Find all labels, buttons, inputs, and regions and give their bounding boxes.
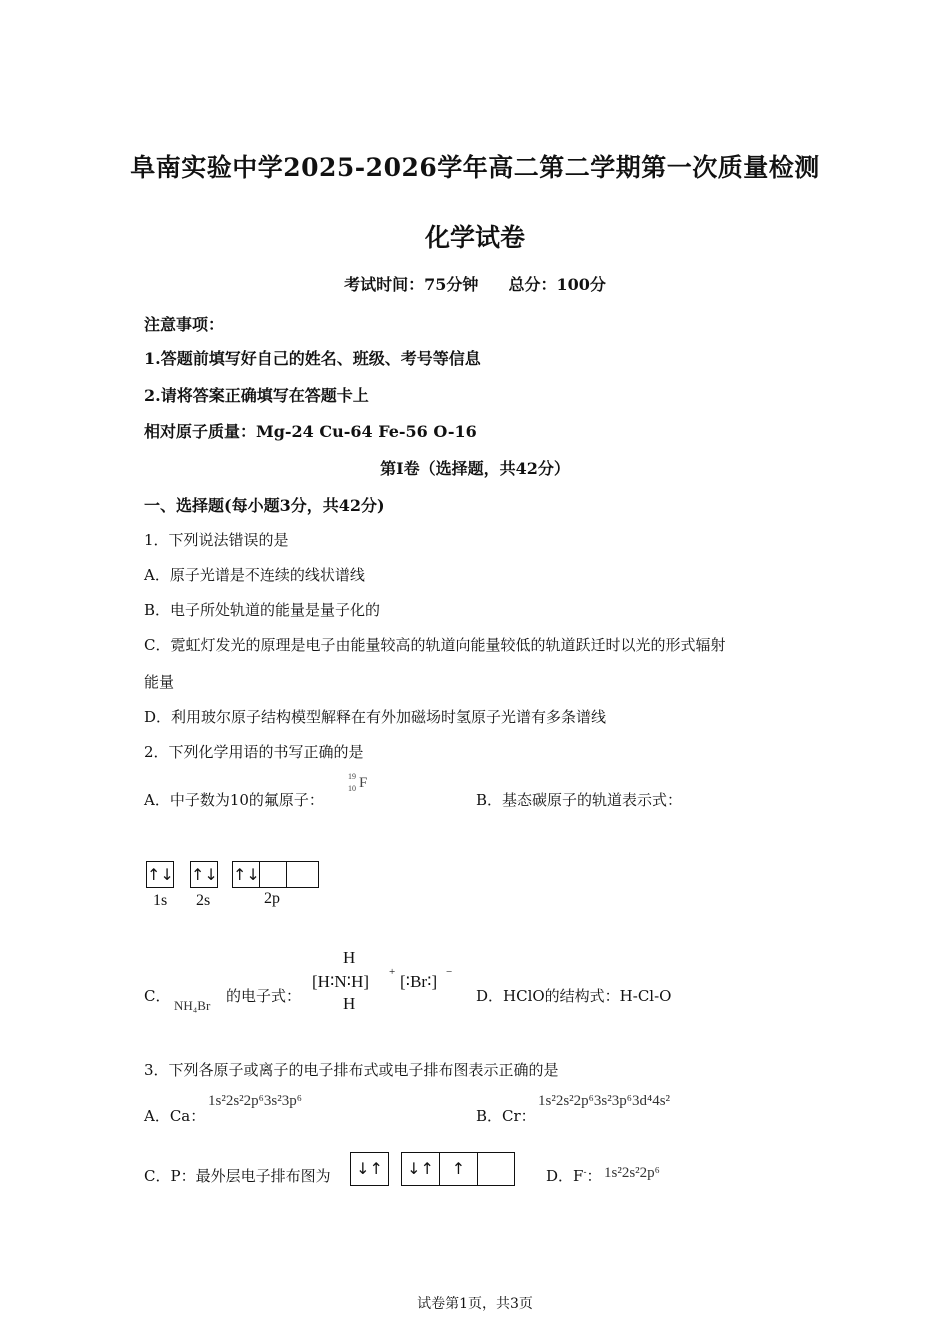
subject-title: 化学试卷 <box>424 223 525 252</box>
section-heading: 一、选择题(每小题3分，共42分) <box>144 496 385 515</box>
atomic-number: 10 <box>348 784 356 793</box>
carbon-orbital-diagram <box>146 861 326 916</box>
lewis-cation: [H∶N∶H] <box>312 972 370 991</box>
q3-option-b-label: B．Cr： <box>476 1107 536 1125</box>
q2-option-b: B．基态碳原子的轨道表示式： <box>476 791 683 809</box>
q1-option-b: B．电子所处轨道的能量是量子化的 <box>144 601 381 619</box>
exam-title: 阜南实验中学2025-2026学年高二第二学期第一次质量检测 <box>130 153 820 182</box>
lewis-anion-charge: − <box>446 966 453 978</box>
page-footer: 试卷第1页，共3页 <box>417 1296 533 1312</box>
orbital-box-2p-1: ↑↓ <box>232 861 260 888</box>
q1-option-c-cont: 能量 <box>144 673 175 691</box>
q3-stem: 3．下列各原子或离子的电子排布式或电子排布图表示正确的是 <box>144 1061 559 1079</box>
note-item-1: 1.答题前填写好自己的姓名、班级、考号等信息 <box>144 349 481 368</box>
mass-number: 19 <box>348 772 356 781</box>
q1-option-d: D．利用玻尔原子结构模型解释在有外加磁场时氢原子光谱有多条谱线 <box>144 708 607 726</box>
p-orbital-box-p3 <box>477 1152 515 1186</box>
q3-option-d <box>546 1165 602 1186</box>
ca-configuration: 1s²2s²2p⁶3s²3p⁶ <box>208 1093 302 1109</box>
q1-option-c: C．霓虹灯发光的原理是电子由能量较高的轨道向能量较低的轨道跃迁时以光的形式辐射 <box>144 636 726 654</box>
notes-heading: 注意事项： <box>144 315 225 334</box>
element-symbol: F <box>359 775 368 791</box>
q1-stem: 1．下列说法错误的是 <box>144 531 289 549</box>
orbital-label-2p: 2p <box>264 890 280 907</box>
f-ion-charge: - <box>583 1168 587 1178</box>
q2-option-c-prefix: C． <box>144 987 171 1005</box>
nh4br-lewis-structure <box>312 948 462 1016</box>
q3-option-d-label: D．F <box>546 1167 584 1185</box>
p-orbital-box-p2: ↑ <box>439 1152 478 1186</box>
part-title: 第Ⅰ卷（选择题，共42分） <box>380 459 570 478</box>
exam-meta <box>0 272 950 295</box>
total-score: 总分：100分 <box>508 275 606 294</box>
q3-option-c-label: C．P：最外层电子排布图为 <box>144 1167 331 1185</box>
lewis-h-top: H <box>343 948 356 967</box>
f-ion-configuration: 1s²2s²2p⁶ <box>604 1165 660 1181</box>
q2-option-c-suffix: 的电子式： <box>226 987 302 1005</box>
q2-option-a: A．中子数为10的氟原子： <box>144 791 324 809</box>
q3-option-a-label: A．Ca： <box>144 1107 206 1125</box>
q3-option-d-colon: ： <box>586 1167 602 1185</box>
q2-stem: 2．下列化学用语的书写正确的是 <box>144 743 364 761</box>
lewis-cation-charge: + <box>389 966 396 978</box>
p-orbital-box-p1: ↓↑ <box>401 1152 440 1186</box>
exam-time: 考试时间：75分钟 <box>344 275 479 294</box>
orbital-box-2p-2 <box>259 861 287 888</box>
orbital-box-2p-3 <box>286 861 319 888</box>
p-orbital-diagram <box>350 1152 520 1188</box>
q2-option-d: D．HClO的结构式：H-Cl-O <box>476 987 672 1005</box>
orbital-label-1s: 1s <box>153 892 168 909</box>
orbital-label-2s: 2s <box>196 892 211 909</box>
lewis-h-bottom: H <box>343 994 356 1013</box>
orbital-box-2s: ↑↓ <box>190 861 218 888</box>
p-orbital-box-s: ↓↑ <box>350 1152 389 1186</box>
atomic-mass-line: 相对原子质量：Mg-24 Cu-64 Fe-56 O-16 <box>144 422 477 441</box>
orbital-box-1s: ↑↓ <box>146 861 174 888</box>
lewis-anion: [∶Br∶] <box>400 972 438 991</box>
cr-configuration: 1s²2s²2p⁶3s²3p⁶3d⁴4s² <box>538 1093 671 1109</box>
note-item-2: 2.请将答案正确填写在答题卡上 <box>144 386 369 405</box>
fluorine-isotope <box>348 772 378 802</box>
nh4br-formula: NH₄Br <box>174 998 211 1013</box>
q1-option-a: A．原子光谱是不连续的线状谱线 <box>144 566 365 584</box>
